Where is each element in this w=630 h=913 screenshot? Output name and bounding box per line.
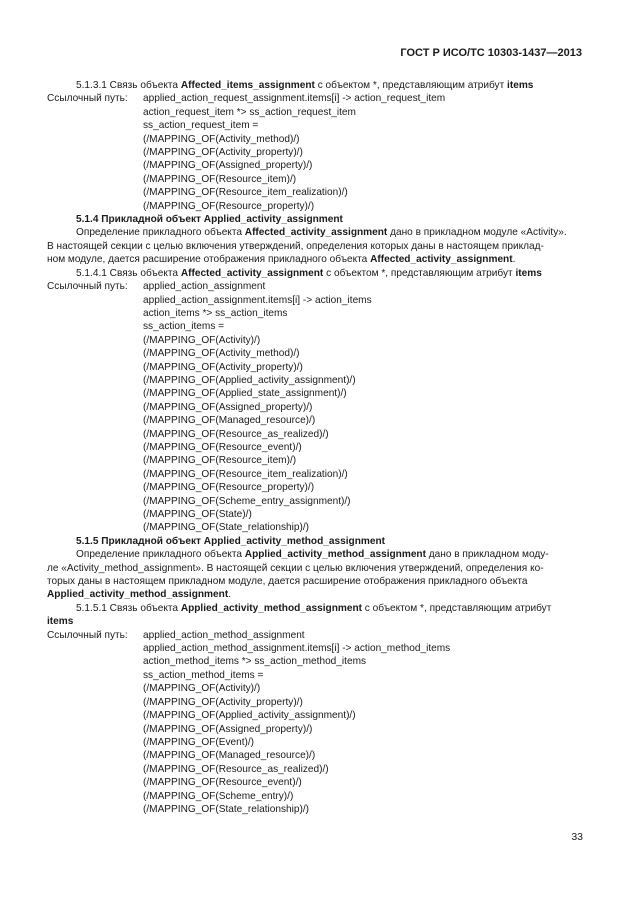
document-header: ГОСТ Р ИСО/ТС 10303-1437—2013 — [400, 47, 582, 59]
mapping-line: (/MAPPING_OF(Managed_resource)/) — [143, 415, 316, 427]
reference-path-label: Ссылочный путь: — [47, 93, 128, 105]
mapping-line: (/MAPPING_OF(Activity_method)/) — [143, 348, 300, 360]
mapping-line: (/MAPPING_OF(Resource_as_realized)/) — [143, 428, 329, 440]
mapping-line: (/MAPPING_OF(State_relationship)/) — [143, 522, 310, 534]
mapping-line: ss_action_request_item = — [143, 120, 259, 132]
mapping-line: applied_action_method_assignment.items[i] -> action_method_items — [143, 643, 451, 655]
reference-path-row — [47, 92, 585, 105]
mapping-line: (/MAPPING_OF(Resource_property)/) — [143, 482, 315, 494]
mapping-line: action_request_item *> ss_action_request_item — [143, 106, 356, 118]
mapping-line: (/MAPPING_OF(Resource_item_realization)/) — [143, 468, 348, 480]
paragraph-line: Определение прикладного объекта Applied_activity_method_assignment дано в прикладном моду- — [76, 549, 549, 561]
mapping-line: ss_action_method_items = — [143, 669, 264, 681]
mapping-line: applied_action_request_assignment.items[i] -> action_request_item — [143, 93, 446, 105]
mapping-line: (/MAPPING_OF(Activity_method)/) — [143, 133, 300, 145]
mapping-line: (/MAPPING_OF(Assigned_property)/) — [143, 401, 313, 413]
mapping-line: applied_action_assignment.items[i] -> action_items — [143, 294, 372, 306]
mapping-line: (/MAPPING_OF(Resource_event)/) — [143, 441, 302, 453]
mapping-list-5-1-4-1 — [47, 294, 585, 535]
subsection-5-1-4-1-title: 5.1.4.1 Связь объекта Affected_activity_assignment с объектом *, представляющим атрибут items — [76, 267, 542, 279]
mapping-line: (/MAPPING_OF(Resource_as_realized)/) — [143, 763, 329, 775]
mapping-line: ss_action_items = — [143, 321, 225, 333]
entity-name: Affected_items_assignment — [180, 80, 315, 91]
paragraph-line: ле «Activity_method_assignment». В настоящей секции с целью включения утверждений, определения ко- — [47, 562, 544, 574]
mapping-line: (/MAPPING_OF(Resource_event)/) — [143, 777, 302, 789]
mapping-line: (/MAPPING_OF(Activity_property)/) — [143, 696, 303, 708]
reference-path-row — [47, 280, 585, 293]
paragraph-line: В настоящей секции с целью включения утверждений, определения которых даны в настоящем приклад- — [47, 240, 544, 252]
mapping-line: applied_action_assignment — [143, 281, 266, 293]
mapping-list-5-1-3-1 — [47, 106, 585, 213]
mapping-list-5-1-5-1 — [47, 642, 585, 816]
mapping-line: (/MAPPING_OF(Applied_activity_assignment)/) — [143, 710, 356, 722]
attribute-name: items — [507, 80, 534, 91]
mapping-line: (/MAPPING_OF(Applied_activity_assignment)/) — [143, 374, 356, 386]
page-number: 33 — [571, 831, 583, 843]
mapping-line: (/MAPPING_OF(Scheme_entry)/) — [143, 790, 294, 802]
mapping-line: (/MAPPING_OF(Resource_item)/) — [143, 455, 297, 467]
mapping-line: (/MAPPING_OF(Resource_item)/) — [143, 173, 297, 185]
mapping-line: (/MAPPING_OF(Activity)/) — [143, 683, 261, 695]
section-5-1-5-heading: 5.1.5 Прикладной объект Applied_activity_method_assignment — [76, 535, 385, 547]
reference-path-row — [47, 629, 585, 642]
paragraph-line: торых даны в настоящем прикладном модуле, дается расширение отображения прикладного объекта — [47, 576, 528, 588]
mapping-line: (/MAPPING_OF(Resource_item_realization)/) — [143, 187, 348, 199]
mapping-line: (/MAPPING_OF(Activity_property)/) — [143, 361, 303, 373]
page-body — [47, 79, 585, 816]
mapping-line: (/MAPPING_OF(Activity_property)/) — [143, 147, 303, 159]
subsection-5-1-3-1-title — [47, 79, 585, 92]
mapping-line: (/MAPPING_OF(Resource_property)/) — [143, 200, 315, 212]
mapping-line: action_items *> ss_action_items — [143, 307, 288, 319]
mapping-line: applied_action_method_assignment — [143, 629, 305, 641]
mapping-line: (/MAPPING_OF(Managed_resource)/) — [143, 750, 316, 762]
mapping-line: (/MAPPING_OF(Activity)/) — [143, 334, 261, 346]
mapping-line: (/MAPPING_OF(Assigned_property)/) — [143, 723, 313, 735]
mapping-line: action_method_items *> ss_action_method_items — [143, 656, 367, 668]
mapping-line: (/MAPPING_OF(State_relationship)/) — [143, 803, 310, 815]
reference-path-label: Ссылочный путь: — [47, 629, 128, 641]
title-prefix: 5.1.3.1 Связь объекта — [76, 80, 181, 91]
title-middle: с объектом *, представляющим атрибут — [314, 80, 508, 91]
mapping-line: (/MAPPING_OF(Assigned_property)/) — [143, 160, 313, 172]
mapping-line: (/MAPPING_OF(Applied_state_assignment)/) — [143, 388, 347, 400]
subsection-5-1-5-1-title: 5.1.5.1 Связь объекта Applied_activity_method_assignment с объектом *, представляющим атрибут — [76, 602, 552, 614]
section-5-1-4-heading: 5.1.4 Прикладной объект Applied_activity_assignment — [76, 214, 343, 226]
mapping-line: (/MAPPING_OF(Event)/) — [143, 736, 255, 748]
mapping-line: (/MAPPING_OF(State)/) — [143, 509, 252, 520]
paragraph-line: Applied_activity_method_assignment. — [47, 589, 231, 601]
mapping-line: (/MAPPING_OF(Scheme_entry_assignment)/) — [143, 495, 351, 507]
reference-path-label: Ссылочный путь: — [47, 281, 128, 293]
subsection-5-1-5-1-title-continued: items — [47, 616, 74, 628]
paragraph-line: Определение прикладного объекта Affected_activity_assignment дано в прикладном модуле «Activity». — [76, 227, 567, 239]
paragraph-line: ном модуле, дается расширение отображения прикладного объекта Affected_activity_assignment. — [47, 254, 516, 266]
